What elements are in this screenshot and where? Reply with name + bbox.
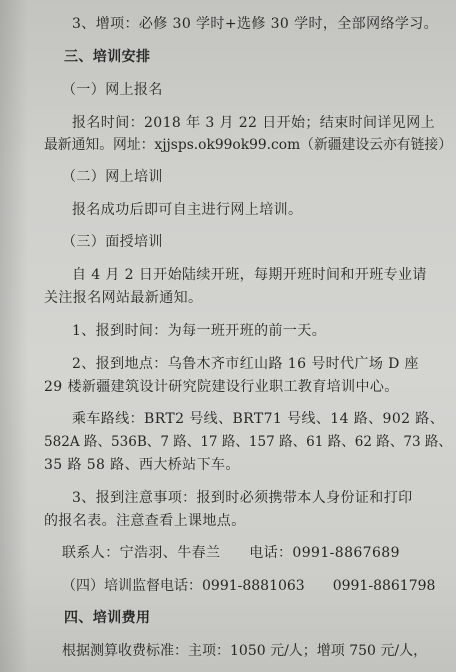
report-notes-line: 3、报到注意事项：报到时必须携带本人身份证和打印	[72, 490, 413, 506]
section-heading-training-fees: 四、培训费用	[64, 610, 151, 626]
supervision-phone-line: （四）培训监督电话：0991-8881063 0991-8861798	[62, 578, 436, 594]
registration-website-line: 最新通知。网址：xjjsps.ok99ok99.com（新疆建设云亦有链接）	[44, 137, 453, 153]
class-start-line: 自 4 月 2 日开始陆续开班，每期开班时间和开班专业请	[72, 267, 427, 283]
bus-route-line-3: 35 路 58 路、西大桥站下车。	[44, 457, 240, 473]
report-notes-line-2: 的报名表。注意查看上课地点。	[44, 513, 246, 529]
class-start-notice-line: 关注报名网站最新通知。	[44, 290, 203, 306]
report-time-line: 1、报到时间：为每一班开班的前一天。	[72, 323, 327, 339]
online-training-text: 报名成功后即可自主进行网上培训。	[72, 202, 303, 218]
contact-line: 联系人：宁浩羽、牛春兰 电话：0991-8867689	[62, 545, 400, 561]
bus-route-line: 乘车路线：BRT2 号线、BRT71 号线、14 路、902 路、	[72, 411, 445, 427]
report-location-line: 2、报到地点：乌鲁木齐市红山路 16 号时代广场 D 座	[72, 356, 419, 372]
section-heading-training-arrangement: 三、培训安排	[64, 49, 151, 65]
item-3-elective-hours: 3、增项：必修 30 学时+选修 30 学时，全部网络学习。	[72, 16, 439, 32]
registration-time-line: 报名时间：2018 年 3 月 22 日开始；结束时间详见网上	[72, 115, 436, 131]
bus-route-line-2: 582A 路、536B、7 路、17 路、157 路、61 路、62 路、73 路、	[44, 434, 452, 450]
page-edge-shadow	[0, 0, 28, 672]
subheading-online-training: （二）网上培训	[62, 169, 163, 185]
fee-standard-line: 根据测算收费标准：主项：1050 元/人；增项 750 元/人，	[62, 643, 428, 659]
subheading-face-to-face-training: （三）面授培训	[62, 234, 163, 250]
report-location-detail-line: 29 楼新疆建筑设计研究院建设行业职工教育培训中心。	[44, 379, 399, 395]
subheading-online-registration: （一）网上报名	[62, 82, 163, 98]
